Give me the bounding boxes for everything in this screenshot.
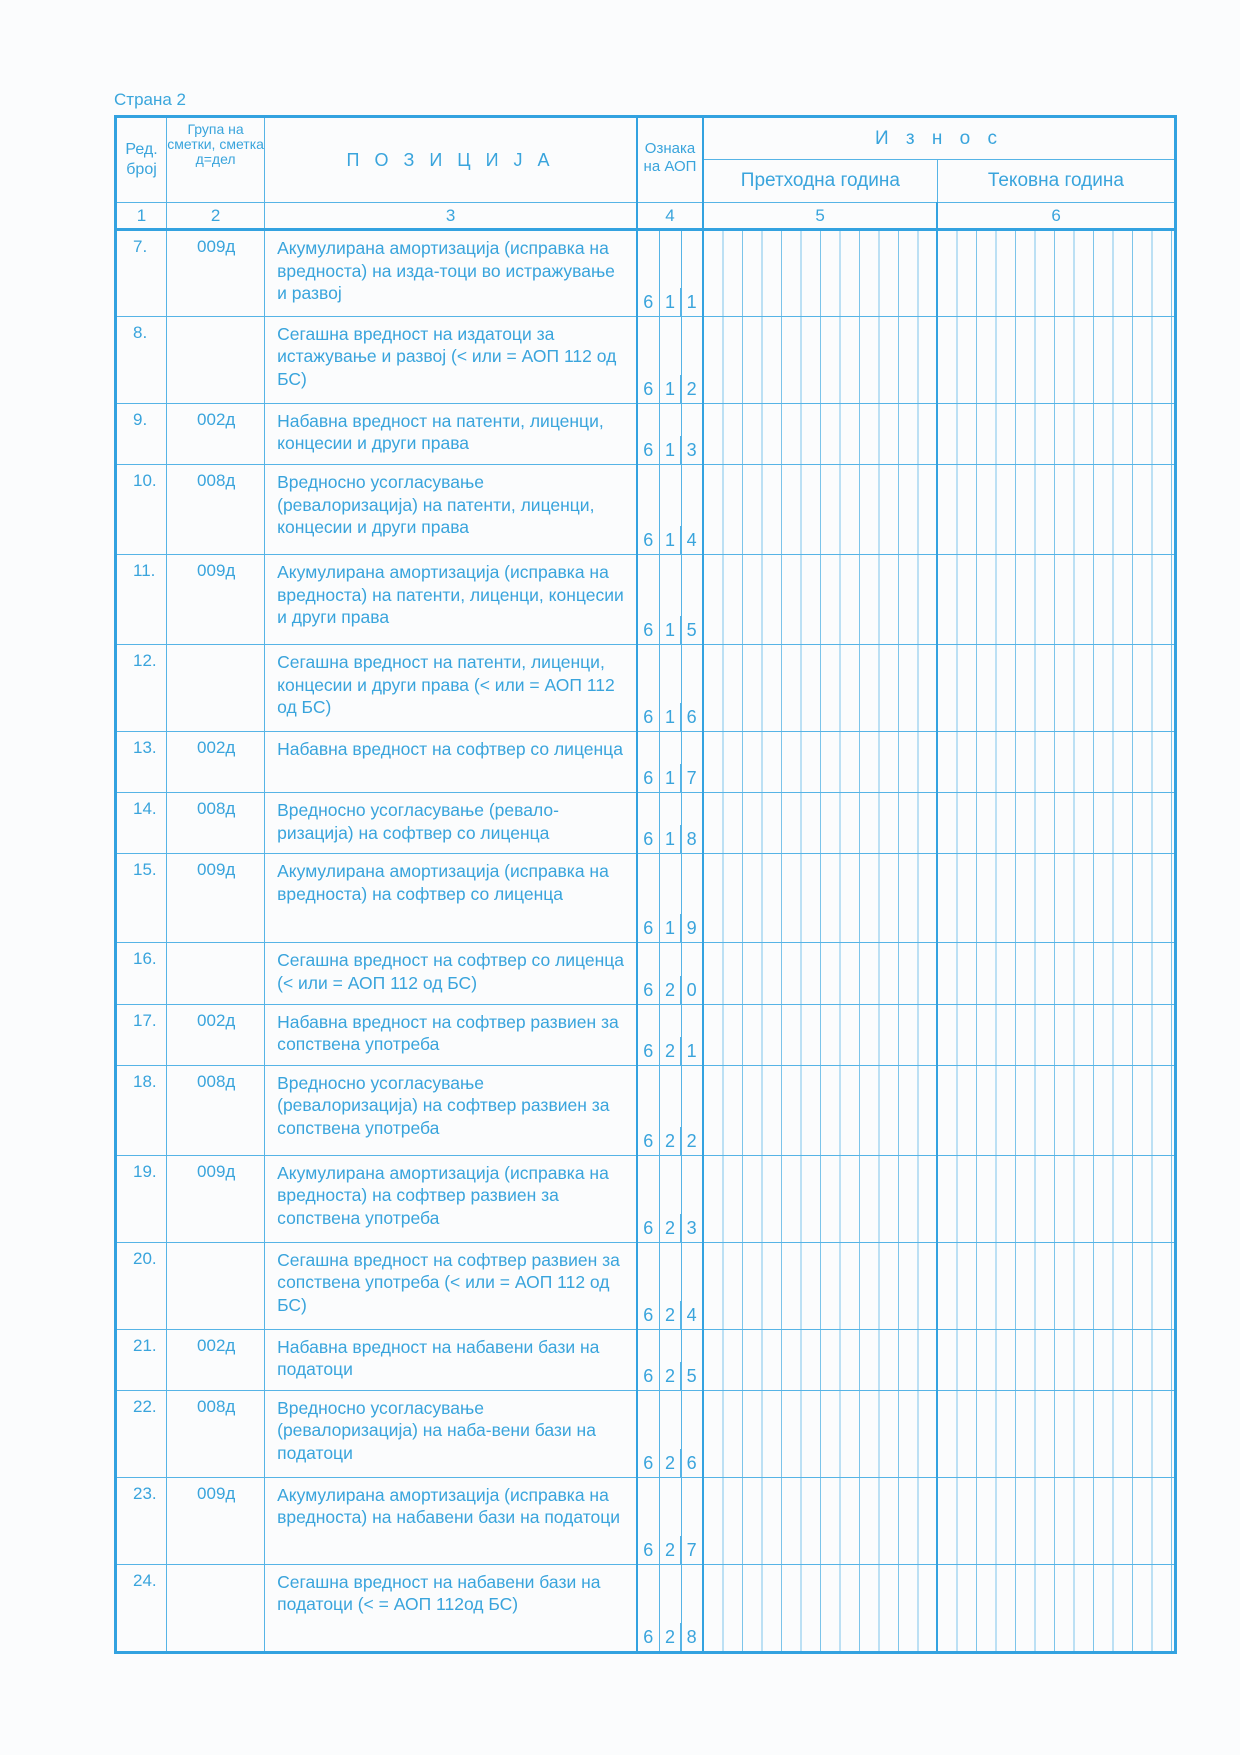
row-number: 23. xyxy=(116,1477,167,1564)
table-row xyxy=(116,1242,1176,1329)
row-number: 10. xyxy=(116,465,167,555)
table-row xyxy=(116,1564,1176,1652)
position-description: Акумулирана амортизација (исправка на вредноста) на изда-тоци во истражување и развој xyxy=(265,230,637,317)
row-number: 7. xyxy=(116,230,167,317)
previous-year-amount-field[interactable] xyxy=(703,1564,937,1652)
table-row xyxy=(116,316,1176,403)
position-description: Акумулирана амортизација (исправка на вредноста) на софтвер развиен за сопствена употреба xyxy=(265,1155,637,1242)
current-year-amount-field[interactable] xyxy=(937,1065,1175,1155)
account-group: 009д xyxy=(167,1155,265,1242)
account-group xyxy=(167,943,265,1004)
current-year-amount-field[interactable] xyxy=(937,1390,1175,1477)
current-year-amount-field[interactable] xyxy=(937,854,1175,943)
aop-digit: 2 xyxy=(659,1623,681,1651)
table-row xyxy=(116,1065,1176,1155)
aop-digit: 2 xyxy=(659,1449,681,1477)
aop-digit: 4 xyxy=(680,526,702,554)
aop-digit: 0 xyxy=(680,976,702,1004)
current-year-amount-field[interactable] xyxy=(937,1242,1175,1329)
row-number: 13. xyxy=(116,732,167,793)
account-group xyxy=(167,645,265,732)
current-year-amount-field[interactable] xyxy=(937,793,1175,854)
aop-digit: 1 xyxy=(659,436,681,464)
aop-code xyxy=(637,1242,703,1329)
current-year-amount-field[interactable] xyxy=(937,1329,1175,1390)
aop-digit: 2 xyxy=(659,1037,681,1065)
row-number: 16. xyxy=(116,943,167,1004)
aop-digit: 6 xyxy=(643,1452,654,1473)
account-group: 008д xyxy=(167,1390,265,1477)
aop-digit: 6 xyxy=(643,1365,654,1386)
previous-year-amount-field[interactable] xyxy=(703,645,937,732)
aop-digit: 6 xyxy=(643,829,654,850)
position-description: Акумулирана амортизација (исправка на вредноста) на набавени бази на податоци xyxy=(265,1477,637,1564)
aop-digit: 1 xyxy=(659,764,681,792)
position-description: Вредносно усогласување (ревало-ризација) на софтвер со лиценца xyxy=(265,793,637,854)
current-year-amount-field[interactable] xyxy=(937,403,1175,464)
account-group: 009д xyxy=(167,1477,265,1564)
previous-year-amount-field[interactable] xyxy=(703,1242,937,1329)
previous-year-amount-field[interactable] xyxy=(703,1155,937,1242)
position-description: Сегашна вредност на набавени бази на податоци (< = АОП 112од БС) xyxy=(265,1564,637,1652)
table-row xyxy=(116,793,1176,854)
aop-digit: 2 xyxy=(659,1127,681,1155)
row-number: 9. xyxy=(116,403,167,464)
aop-digit: 3 xyxy=(680,436,702,464)
aop-digit: 6 xyxy=(643,918,654,939)
aop-digit: 6 xyxy=(680,703,702,731)
aop-digit: 1 xyxy=(680,288,702,316)
aop-digit: 5 xyxy=(680,1362,702,1390)
aop-code xyxy=(637,1329,703,1390)
aop-digit: 6 xyxy=(680,1449,702,1477)
aop-code xyxy=(637,1065,703,1155)
row-number: 20. xyxy=(116,1242,167,1329)
row-number: 18. xyxy=(116,1065,167,1155)
table-row xyxy=(116,465,1176,555)
account-group: 002д xyxy=(167,732,265,793)
position-description: Акумулирана амортизација (исправка на вредноста) на патенти, лиценци, концесии и други права xyxy=(265,555,637,645)
table-row xyxy=(116,1390,1176,1477)
aop-digit: 2 xyxy=(680,1127,702,1155)
previous-year-amount-field[interactable] xyxy=(703,1329,937,1390)
column-number-4: 4 xyxy=(637,203,703,230)
account-group: 009д xyxy=(167,555,265,645)
form-table xyxy=(114,115,1177,1654)
aop-digit: 1 xyxy=(659,288,681,316)
aop-code xyxy=(637,230,703,317)
row-number: 19. xyxy=(116,1155,167,1242)
position-description: Вредносно усогласување (ревалоризација) на патенти, лиценци, концесии и други права xyxy=(265,465,637,555)
row-number: 21. xyxy=(116,1329,167,1390)
row-number: 14. xyxy=(116,793,167,854)
aop-digit: 4 xyxy=(680,1301,702,1329)
aop-digit: 2 xyxy=(659,1301,681,1329)
aop-digit: 1 xyxy=(659,375,681,403)
header-row-number: Ред. број xyxy=(116,117,167,203)
aop-digit: 6 xyxy=(643,620,654,641)
account-group xyxy=(167,1564,265,1652)
account-group: 008д xyxy=(167,465,265,555)
current-year-amount-field[interactable] xyxy=(937,230,1175,317)
position-description: Набавна вредност на софтвер со лиценца xyxy=(265,732,637,793)
account-group: 002д xyxy=(167,403,265,464)
aop-digit: 6 xyxy=(643,1627,654,1647)
aop-digit: 1 xyxy=(659,703,681,731)
table-row xyxy=(116,1004,1176,1065)
page-number-label: Страна 2 xyxy=(114,90,186,109)
previous-year-amount-field[interactable] xyxy=(703,1004,937,1065)
aop-digit: 1 xyxy=(659,616,681,644)
previous-year-amount-field[interactable] xyxy=(703,1065,937,1155)
aop-code xyxy=(637,793,703,854)
table-row xyxy=(116,1329,1176,1390)
aop-digit: 9 xyxy=(680,914,702,942)
position-description: Сегашна вредност на издатоци за истажување и развој (< или = АОП 112 од БС) xyxy=(265,316,637,403)
table-row xyxy=(116,230,1176,317)
table-row xyxy=(116,555,1176,645)
previous-year-amount-field[interactable] xyxy=(703,732,937,793)
aop-code xyxy=(637,1004,703,1065)
account-group: 002д xyxy=(167,1004,265,1065)
account-group: 009д xyxy=(167,854,265,943)
previous-year-amount-field[interactable] xyxy=(703,465,937,555)
account-group xyxy=(167,316,265,403)
current-year-amount-field[interactable] xyxy=(937,465,1175,555)
previous-year-amount-field[interactable] xyxy=(703,854,937,943)
previous-year-amount-field[interactable] xyxy=(703,230,937,317)
aop-digit: 6 xyxy=(643,440,654,461)
aop-code xyxy=(637,943,703,1004)
aop-digit: 2 xyxy=(659,1362,681,1390)
current-year-amount-field[interactable] xyxy=(937,1477,1175,1564)
aop-digit: 7 xyxy=(680,764,702,792)
aop-code xyxy=(637,1564,703,1652)
column-number-2: 2 xyxy=(167,203,265,230)
aop-digit: 6 xyxy=(643,1217,654,1238)
aop-code xyxy=(637,316,703,403)
aop-code xyxy=(637,1477,703,1564)
header-amount: И з н о с xyxy=(703,117,1175,160)
aop-digit: 1 xyxy=(659,825,681,853)
aop-code xyxy=(637,1390,703,1477)
row-number: 24. xyxy=(116,1564,167,1652)
current-year-amount-field[interactable] xyxy=(937,732,1175,793)
table-row xyxy=(116,943,1176,1004)
current-year-amount-field[interactable] xyxy=(937,645,1175,732)
row-number: 8. xyxy=(116,316,167,403)
row-number: 12. xyxy=(116,645,167,732)
aop-digit: 6 xyxy=(643,707,654,728)
account-group: 009д xyxy=(167,230,265,317)
account-group xyxy=(167,1242,265,1329)
position-description: Набавна вредност на софтвер развиен за сопствена употреба xyxy=(265,1004,637,1065)
aop-digit: 6 xyxy=(643,1304,654,1325)
aop-digit: 2 xyxy=(659,1214,681,1242)
aop-digit: 6 xyxy=(643,530,654,551)
current-year-amount-field[interactable] xyxy=(937,555,1175,645)
position-description: Акумулирана амортизација (исправка на вредноста) на софтвер со лиценца xyxy=(265,854,637,943)
aop-code xyxy=(637,645,703,732)
position-description: Сегашна вредност на софтвер со лиценца (< или = АОП 112 од БС) xyxy=(265,943,637,1004)
position-description: Вредносно усогласување (ревалоризација) на софтвер развиен за сопствена употреба xyxy=(265,1065,637,1155)
aop-code xyxy=(637,555,703,645)
table-row xyxy=(116,645,1176,732)
account-group: 008д xyxy=(167,1065,265,1155)
row-number: 15. xyxy=(116,854,167,943)
previous-year-amount-field[interactable] xyxy=(703,316,937,403)
aop-digit: 1 xyxy=(659,914,681,942)
current-year-amount-field[interactable] xyxy=(937,1155,1175,1242)
aop-code xyxy=(637,854,703,943)
aop-digit: 5 xyxy=(680,616,702,644)
current-year-amount-field[interactable] xyxy=(937,1564,1175,1652)
aop-code xyxy=(637,403,703,464)
row-number: 11. xyxy=(116,555,167,645)
row-number: 17. xyxy=(116,1004,167,1065)
previous-year-amount-field[interactable] xyxy=(703,403,937,464)
header-aop-code: Ознака на АОП xyxy=(637,117,703,203)
aop-digit: 6 xyxy=(643,1539,654,1560)
current-year-amount-field[interactable] xyxy=(937,1004,1175,1065)
account-group: 008д xyxy=(167,793,265,854)
aop-digit: 2 xyxy=(659,1536,681,1564)
previous-year-amount-field[interactable] xyxy=(703,1390,937,1477)
previous-year-amount-field[interactable] xyxy=(703,555,937,645)
header-previous-year: Претходна година xyxy=(703,160,937,203)
table-row xyxy=(116,403,1176,464)
current-year-amount-field[interactable] xyxy=(937,943,1175,1004)
position-description: Сегашна вредност на софтвер развиен за сопствена употреба (< или = АОП 112 од БС) xyxy=(265,1242,637,1329)
account-group: 002д xyxy=(167,1329,265,1390)
table-row xyxy=(116,732,1176,793)
aop-digit: 2 xyxy=(659,976,681,1004)
column-number-6: 6 xyxy=(937,203,1175,230)
table-row xyxy=(116,854,1176,943)
position-description: Вредносно усогласување (ревалоризација) на наба-вени бази на податоци xyxy=(265,1390,637,1477)
aop-digit: 6 xyxy=(643,768,654,789)
current-year-amount-field[interactable] xyxy=(937,316,1175,403)
aop-digit: 1 xyxy=(680,1037,702,1065)
table-row xyxy=(116,1155,1176,1242)
column-number-1: 1 xyxy=(116,203,167,230)
aop-digit: 6 xyxy=(643,291,654,312)
aop-digit: 2 xyxy=(680,375,702,403)
previous-year-amount-field[interactable] xyxy=(703,793,937,854)
aop-code xyxy=(637,732,703,793)
aop-code xyxy=(637,1155,703,1242)
previous-year-amount-field[interactable] xyxy=(703,1477,937,1564)
table-row xyxy=(116,1477,1176,1564)
aop-digit: 8 xyxy=(680,1623,702,1651)
aop-digit: 1 xyxy=(659,526,681,554)
previous-year-amount-field[interactable] xyxy=(703,943,937,1004)
position-description: Набавна вредност на набавени бази на податоци xyxy=(265,1329,637,1390)
aop-digit: 6 xyxy=(643,1040,654,1061)
header-account-group: Група на сметки, сметка д=дел xyxy=(167,117,265,203)
aop-digit: 6 xyxy=(643,1130,654,1151)
header-current-year: Тековна година xyxy=(937,160,1175,203)
column-number-3: 3 xyxy=(265,203,637,230)
position-description: Набавна вредност на патенти, лиценци, концесии и други права xyxy=(265,403,637,464)
position-description: Сегашна вредност на патенти, лиценци, концесии и други права (< или = АОП 112 од БС) xyxy=(265,645,637,732)
column-number-5: 5 xyxy=(703,203,937,230)
aop-digit: 8 xyxy=(680,825,702,853)
aop-code xyxy=(637,465,703,555)
aop-digit: 3 xyxy=(680,1214,702,1242)
row-number: 22. xyxy=(116,1390,167,1477)
aop-digit: 7 xyxy=(680,1536,702,1564)
header-position: П О З И Ц И Ј А xyxy=(265,117,637,203)
aop-digit: 6 xyxy=(643,378,654,399)
aop-digit: 6 xyxy=(643,979,654,1000)
